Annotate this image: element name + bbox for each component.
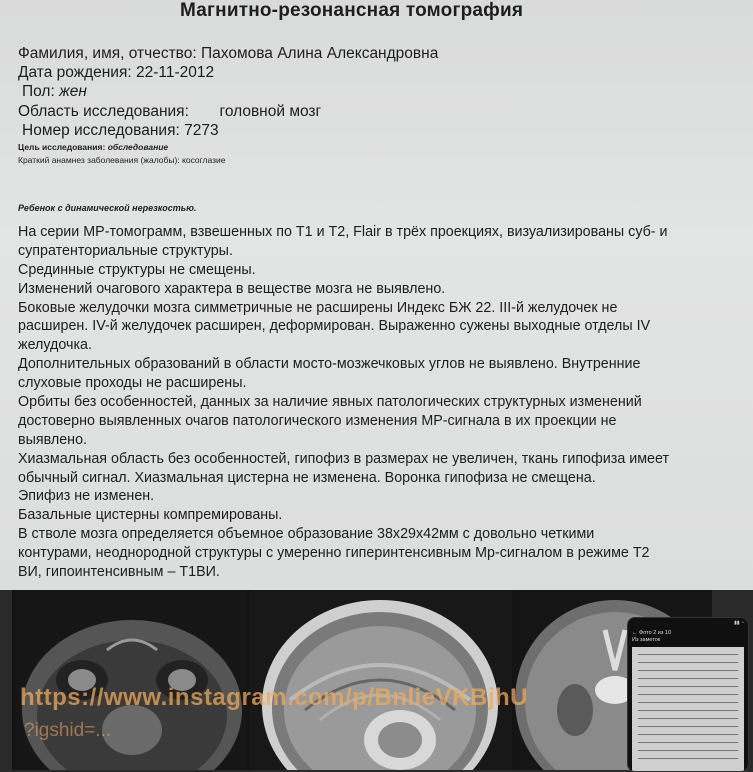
area-label: Область исследования: (18, 103, 189, 120)
sex-value: жен (59, 83, 87, 100)
purpose-label: Цель исследования: (18, 142, 106, 152)
mri-scan-strip (12, 590, 712, 770)
area-row (18, 103, 321, 121)
anamnesis-row (18, 155, 226, 165)
report-line: Изменений очагового характера в веществе мозга не выявлено. (18, 280, 446, 297)
patient-name-value: Пахомова Алина Александровна (200, 45, 439, 62)
report-line: В стволе мозга определяется объемное образование 38х29х42мм с довольно четкими (18, 526, 595, 543)
report-line: ВИ, гипоинтенсивным – Т1ВИ. (18, 564, 220, 581)
sex-row (22, 83, 87, 101)
study-label: Номер исследования: (22, 122, 180, 139)
report-line: Дополнительных образований в области мосто-мозжечковых углов не выявлено. Внутренние (18, 356, 641, 373)
back-arrow-icon[interactable]: ← (632, 630, 638, 636)
report-line: На серии МР-томограмм, взвешенных по Т1 и Т2, Flair в трёх проекциях, визуализированы суб- и (18, 224, 668, 240)
report-line: Хиазмальная область без особенностей, гипофиз в размерах не увеличен, ткань гипофиза имеет (18, 450, 670, 467)
mri-scan-sagittal (250, 590, 512, 770)
report-line: Орбиты без особенностей, данных за наличие явных патологических структурных изменений (18, 394, 642, 411)
report-line: Эпифиз не изменен. (18, 488, 155, 505)
area-value: головной мозг (219, 103, 322, 120)
phone-thumbnail[interactable] (627, 617, 749, 772)
report-line: достоверно выявленных очагов патологического изменения МР-сигнала в их проекции не (18, 412, 617, 429)
patient-name-row (18, 45, 438, 63)
report-line: контурами, неоднородной структуры с умеренно гиперинтенсивным Мр-сигналом в режиме Т2 (18, 545, 650, 562)
mri-scan-axial (12, 590, 247, 770)
purpose-row (18, 142, 168, 152)
anamnesis-value: косоглазие (182, 155, 226, 165)
anamnesis-label: Краткий анамнез заболевания (жалобы): (18, 155, 180, 165)
report-line: супратенториальные структуры. (18, 242, 233, 259)
report-line: желудочка. (18, 337, 92, 354)
report-line: Срединные структуры не смещены. (18, 261, 256, 278)
report-line: обычный сигнал. Хиазмальная цистерна не изменена. Воронка гипофиза не смещена. (18, 469, 596, 486)
document-title: Магнитно-резонансная томография (180, 0, 524, 21)
phone-header (628, 628, 748, 648)
sex-label: Пол: (22, 83, 55, 100)
phone-status-bar: ▮▮ ◔ (734, 620, 744, 626)
report-line: расширен. IV-й желудочек расширен, деформирован. Выраженно сужены выходные отделы IV (18, 318, 651, 335)
purpose-value: обследование (107, 142, 169, 152)
watermark-second-line: ?igshid=... (24, 720, 112, 741)
report-body (18, 223, 753, 582)
phone-subtitle: Из заметок (632, 637, 661, 643)
phone-screen-document (632, 647, 744, 771)
report-line: выявлено. (18, 431, 87, 448)
phone-title: Фото 2 из 10 (639, 630, 672, 636)
clinical-note: Ребенок с динамической нерезкостью. (18, 203, 197, 213)
study-row (22, 122, 219, 140)
dob-value: 22-11-2012 (135, 64, 215, 81)
watermark-url: https://www.instagram.com/p/BnlieVKBjhU (20, 684, 528, 711)
report-line: слуховые проходы не расширены. (18, 375, 247, 392)
study-value: 7273 (184, 122, 219, 139)
patient-name-label: Фамилия, имя, отчество: (18, 45, 197, 62)
report-line: Базальные цистерны компремированы. (18, 507, 283, 524)
dob-row (18, 64, 214, 82)
report-line: Боковые желудочки мозга симметричные не расширены Индекс БЖ 22. III-й желудочек не (18, 299, 618, 316)
dob-label: Дата рождения: (18, 64, 132, 81)
